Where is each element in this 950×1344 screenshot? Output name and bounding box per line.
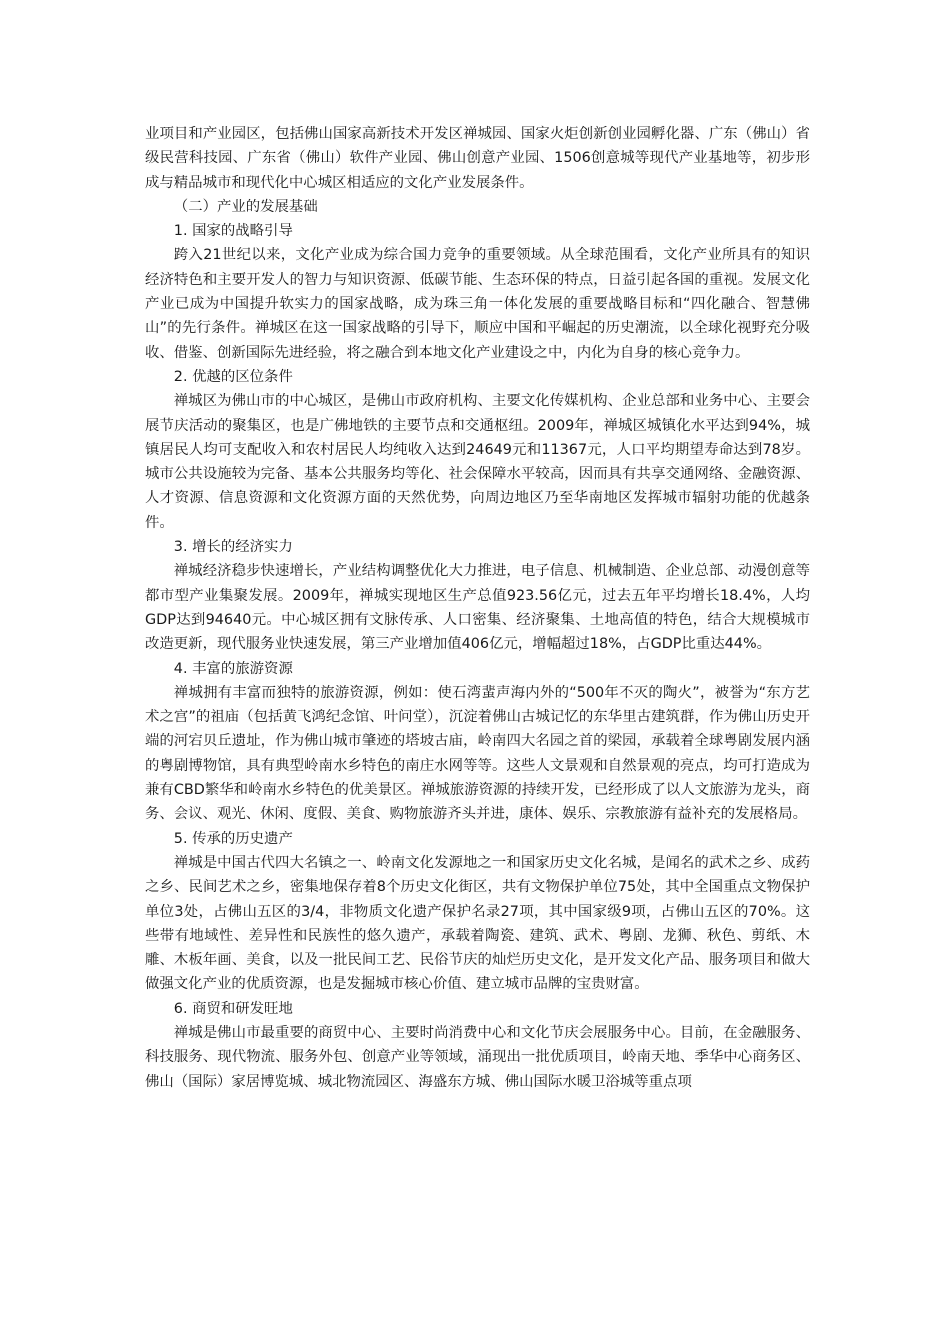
- subheading-location: 2. 优越的区位条件: [173, 368, 293, 385]
- paragraph-commerce: 禅城是佛山市最重要的商贸中心、主要时尚消费中心和文化节庆会展服务中心。目前，在金融服务、科技服务、现代物流、服务外包、创意产业等领域，涌现出一批优质项目，岭南天地、季华中心商务区、佛山（国际）家居博览城、城北物流园区、海盛东方城、佛山国际水暖卫浴城等重点项: [145, 1024, 810, 1090]
- subheading-economy: 3. 增长的经济实力: [173, 539, 293, 556]
- paragraph-heritage: 禅城是中国古代四大名镇之一、岭南文化发源地之一和国家历史文化名城，是闻名的武术之乡、成药之乡、民间艺术之乡，密集地保存着8个历史文化街区，共有文物保护单位75处，其中全国重点文物保护单位3处，占佛山五区的3/4，非物质文化遗产保护名录27项，其中国家级9项，占佛山五区的70%。这些带有地域性、差异性和民族性的悠久遗产，承载着陶瓷、建筑、武术、粤剧、龙狮、秋色、剪纸、木雕、木板年画、美食，以及一批民间工艺、民俗节庆的灿烂历史文化，是开发文化产品、服务项目和做大做强文化产业的优质资源，也是发掘城市核心价值、建立城市品牌的宝贵财富。: [145, 854, 810, 993]
- section-heading-industry-foundation: （二）产业的发展基础: [173, 198, 318, 215]
- paragraph-economy: 禅城经济稳步快速增长，产业结构调整优化大力推进，电子信息、机械制造、企业总部、动漫创意等都市型产业集聚发展。2009年，禅城实现地区生产总值923.56亿元，过去五年平均增长18.4%，人均GDP达到94640元。中心城区拥有文脉传承、人口密集、经济聚集、土地高值的特色，结合大规模城市改造更新，现代服务业快速发展，第三产业增加值406亿元，增幅超过18%，占GDP比重达44%。: [145, 563, 810, 653]
- subheading-national-strategy: 1. 国家的战略引导: [173, 223, 293, 240]
- paragraph-continuation: 业项目和产业园区，包括佛山国家高新技术开发区禅城园、国家火炬创新创业园孵化器、广东（佛山）省级民营科技园、广东省（佛山）软件产业园、佛山创意产业园、1506创意城等现代产业基地等，初步形成与精品城市和现代化中心城区相适应的文化产业发展条件。: [145, 126, 810, 191]
- subheading-tourism: 4. 丰富的旅游资源: [173, 660, 293, 677]
- paragraph-tourism: 禅城拥有丰富而独特的旅游资源，例如：使石湾蜚声海内外的“500年不灭的陶火”，被誉为“东方艺术之宫”的祖庙（包括黄飞鸿纪念馆、叶问堂），沉淀着佛山古城记忆的东华里古建筑群，作为佛山历史开端的河宕贝丘遗址，作为佛山城市肇迹的塔坡古庙，岭南四大名园之首的梁园，承载着全球粤剧发展内涵的粤剧博物馆，具有典型岭南水乡特色的南庄水网等等。这些人文景观和自然景观的亮点，均可打造成为兼有CBD繁华和岭南水乡特色的优美景区。禅城旅游资源的持续开发，已经形成了以人文旅游为龙头，商务、会议、观光、休闲、度假、美食、购物旅游齐头并进，康体、娱乐、宗教旅游有益补充的发展格局。: [145, 684, 810, 823]
- document-body: [145, 122, 810, 1094]
- paragraph-location: 禅城区为佛山市的中心城区，是佛山市政府机构、主要文化传媒机构、企业总部和业务中心、主要会展节庆活动的聚集区，也是广佛地铁的主要节点和交通枢纽。2009年，禅城区城镇化水平达到94%，城镇居民人均可支配收入和农村居民人均纯收入达到24649元和11367元，人口平均期望寿命达到78岁。城市公共设施较为完备、基本公共服务均等化、社会保障水平较高，因而具有共享交通网络、金融资源、人才资源、信息资源和文化资源方面的天然优势，向周边地区乃至华南地区发挥城市辐射功能的优越条件。: [145, 393, 810, 531]
- subheading-heritage: 5. 传承的历史遗产: [173, 830, 293, 847]
- subheading-commerce: 6. 商贸和研发旺地: [173, 1000, 293, 1017]
- paragraph-national-strategy: 跨入21世纪以来，文化产业成为综合国力竞争的重要领域。从全球范围看，文化产业所具有的知识经济特色和主要开发人的智力与知识资源、低碳节能、生态环保的特点，日益引起各国的重视。发展文化产业已成为中国提升软实力的国家战略，成为珠三角一体化发展的重要战略目标和“四化融合、智慧佛山”的先行条件。禅城区在这一国家战略的引导下，顺应中国和平崛起的历史潮流，以全球化视野充分吸收、借鉴、创新国际先进经验，将之融合到本地文化产业建设之中，内化为自身的核心竞争力。: [145, 247, 810, 361]
